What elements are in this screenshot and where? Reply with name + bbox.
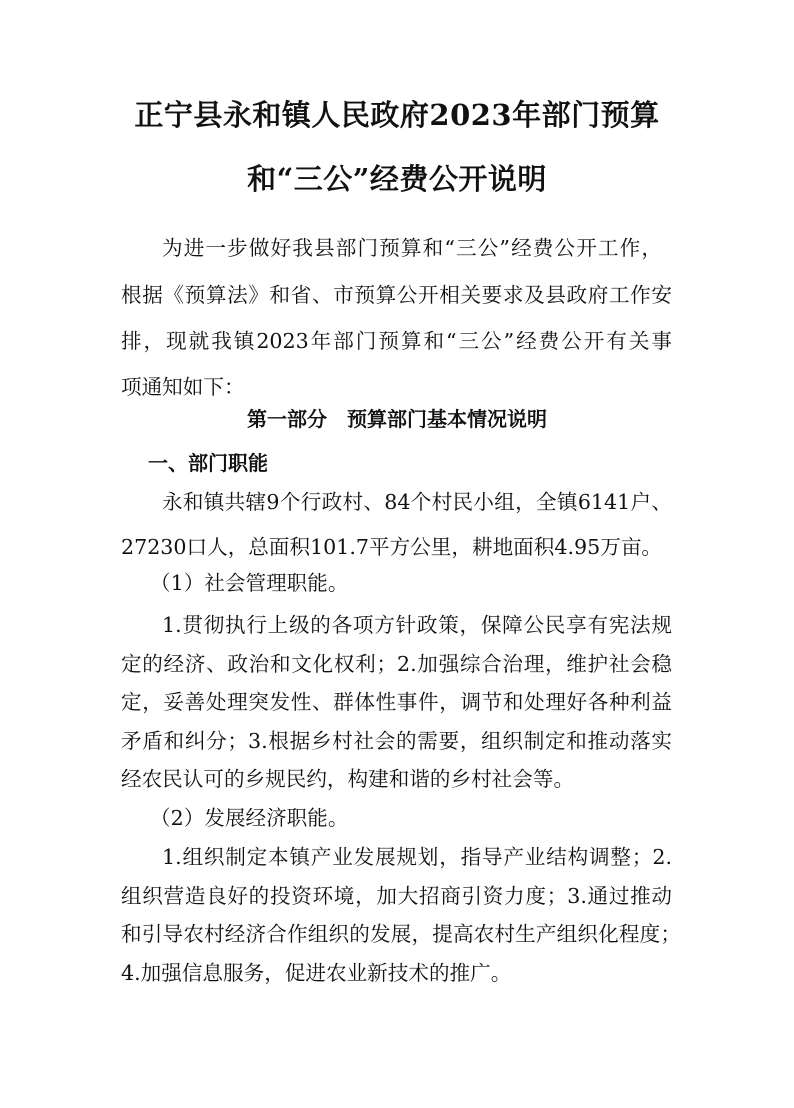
paragraph-line: 1.贯彻执行上级的各项方针政策，保障公民享有宪法规 bbox=[162, 613, 672, 637]
document-title-line-2: 和“三公”经费公开说明 bbox=[247, 162, 547, 196]
paragraph-line: 和引导农村经济合作组织的发展，提高农村生产组织化程度； bbox=[121, 922, 681, 946]
paragraph-line: 矛盾和纠分；3.根据乡村社会的需要，组织制定和推动落实 bbox=[121, 729, 672, 753]
part-heading: 第一部分 预算部门基本情况说明 bbox=[247, 407, 547, 431]
paragraph-line: 定的经济、政治和文化权利；2.加强综合治理，维护社会稳 bbox=[121, 652, 672, 676]
intro-line: 根据《预算法》和省、市预算公开相关要求及县政府工作安 bbox=[121, 283, 672, 307]
function-title: （2）发展经济职能。 bbox=[150, 806, 349, 830]
paragraph-line: 组织营造良好的投资环境，加大招商引资力度；3.通过推动 bbox=[121, 884, 672, 908]
paragraph-line: 4.加强信息服务，促进农业新技术的推广。 bbox=[121, 961, 512, 985]
intro-line: 项通知如下： bbox=[121, 375, 245, 399]
intro-line: 为进一步做好我县部门预算和“三公”经费公开工作， bbox=[162, 236, 662, 260]
function-title: （1）社会管理职能。 bbox=[150, 571, 349, 595]
paragraph-line: 1.组织制定本镇产业发展规划，指导产业结构调整；2. bbox=[162, 845, 672, 869]
intro-line: 排，现就我镇2023年部门预算和“三公”经费公开有关事 bbox=[121, 329, 672, 353]
overview-line: 27230口人，总面积101.7平方公里，耕地面积4.95万亩。 bbox=[121, 535, 663, 559]
document-title-line-1: 正宁县永和镇人民政府2023年部门预算 bbox=[134, 98, 660, 132]
section-heading: 一、部门职能 bbox=[148, 451, 268, 475]
paragraph-line: 定，妥善处理突发性、群体性事件，调节和处理好各种利益 bbox=[121, 690, 672, 714]
paragraph-line: 经农民认可的乡规民约，构建和谐的乡村社会等。 bbox=[121, 767, 575, 791]
overview-line: 永和镇共辖9个行政村、84个村民小组，全镇6141户、 bbox=[162, 490, 672, 514]
